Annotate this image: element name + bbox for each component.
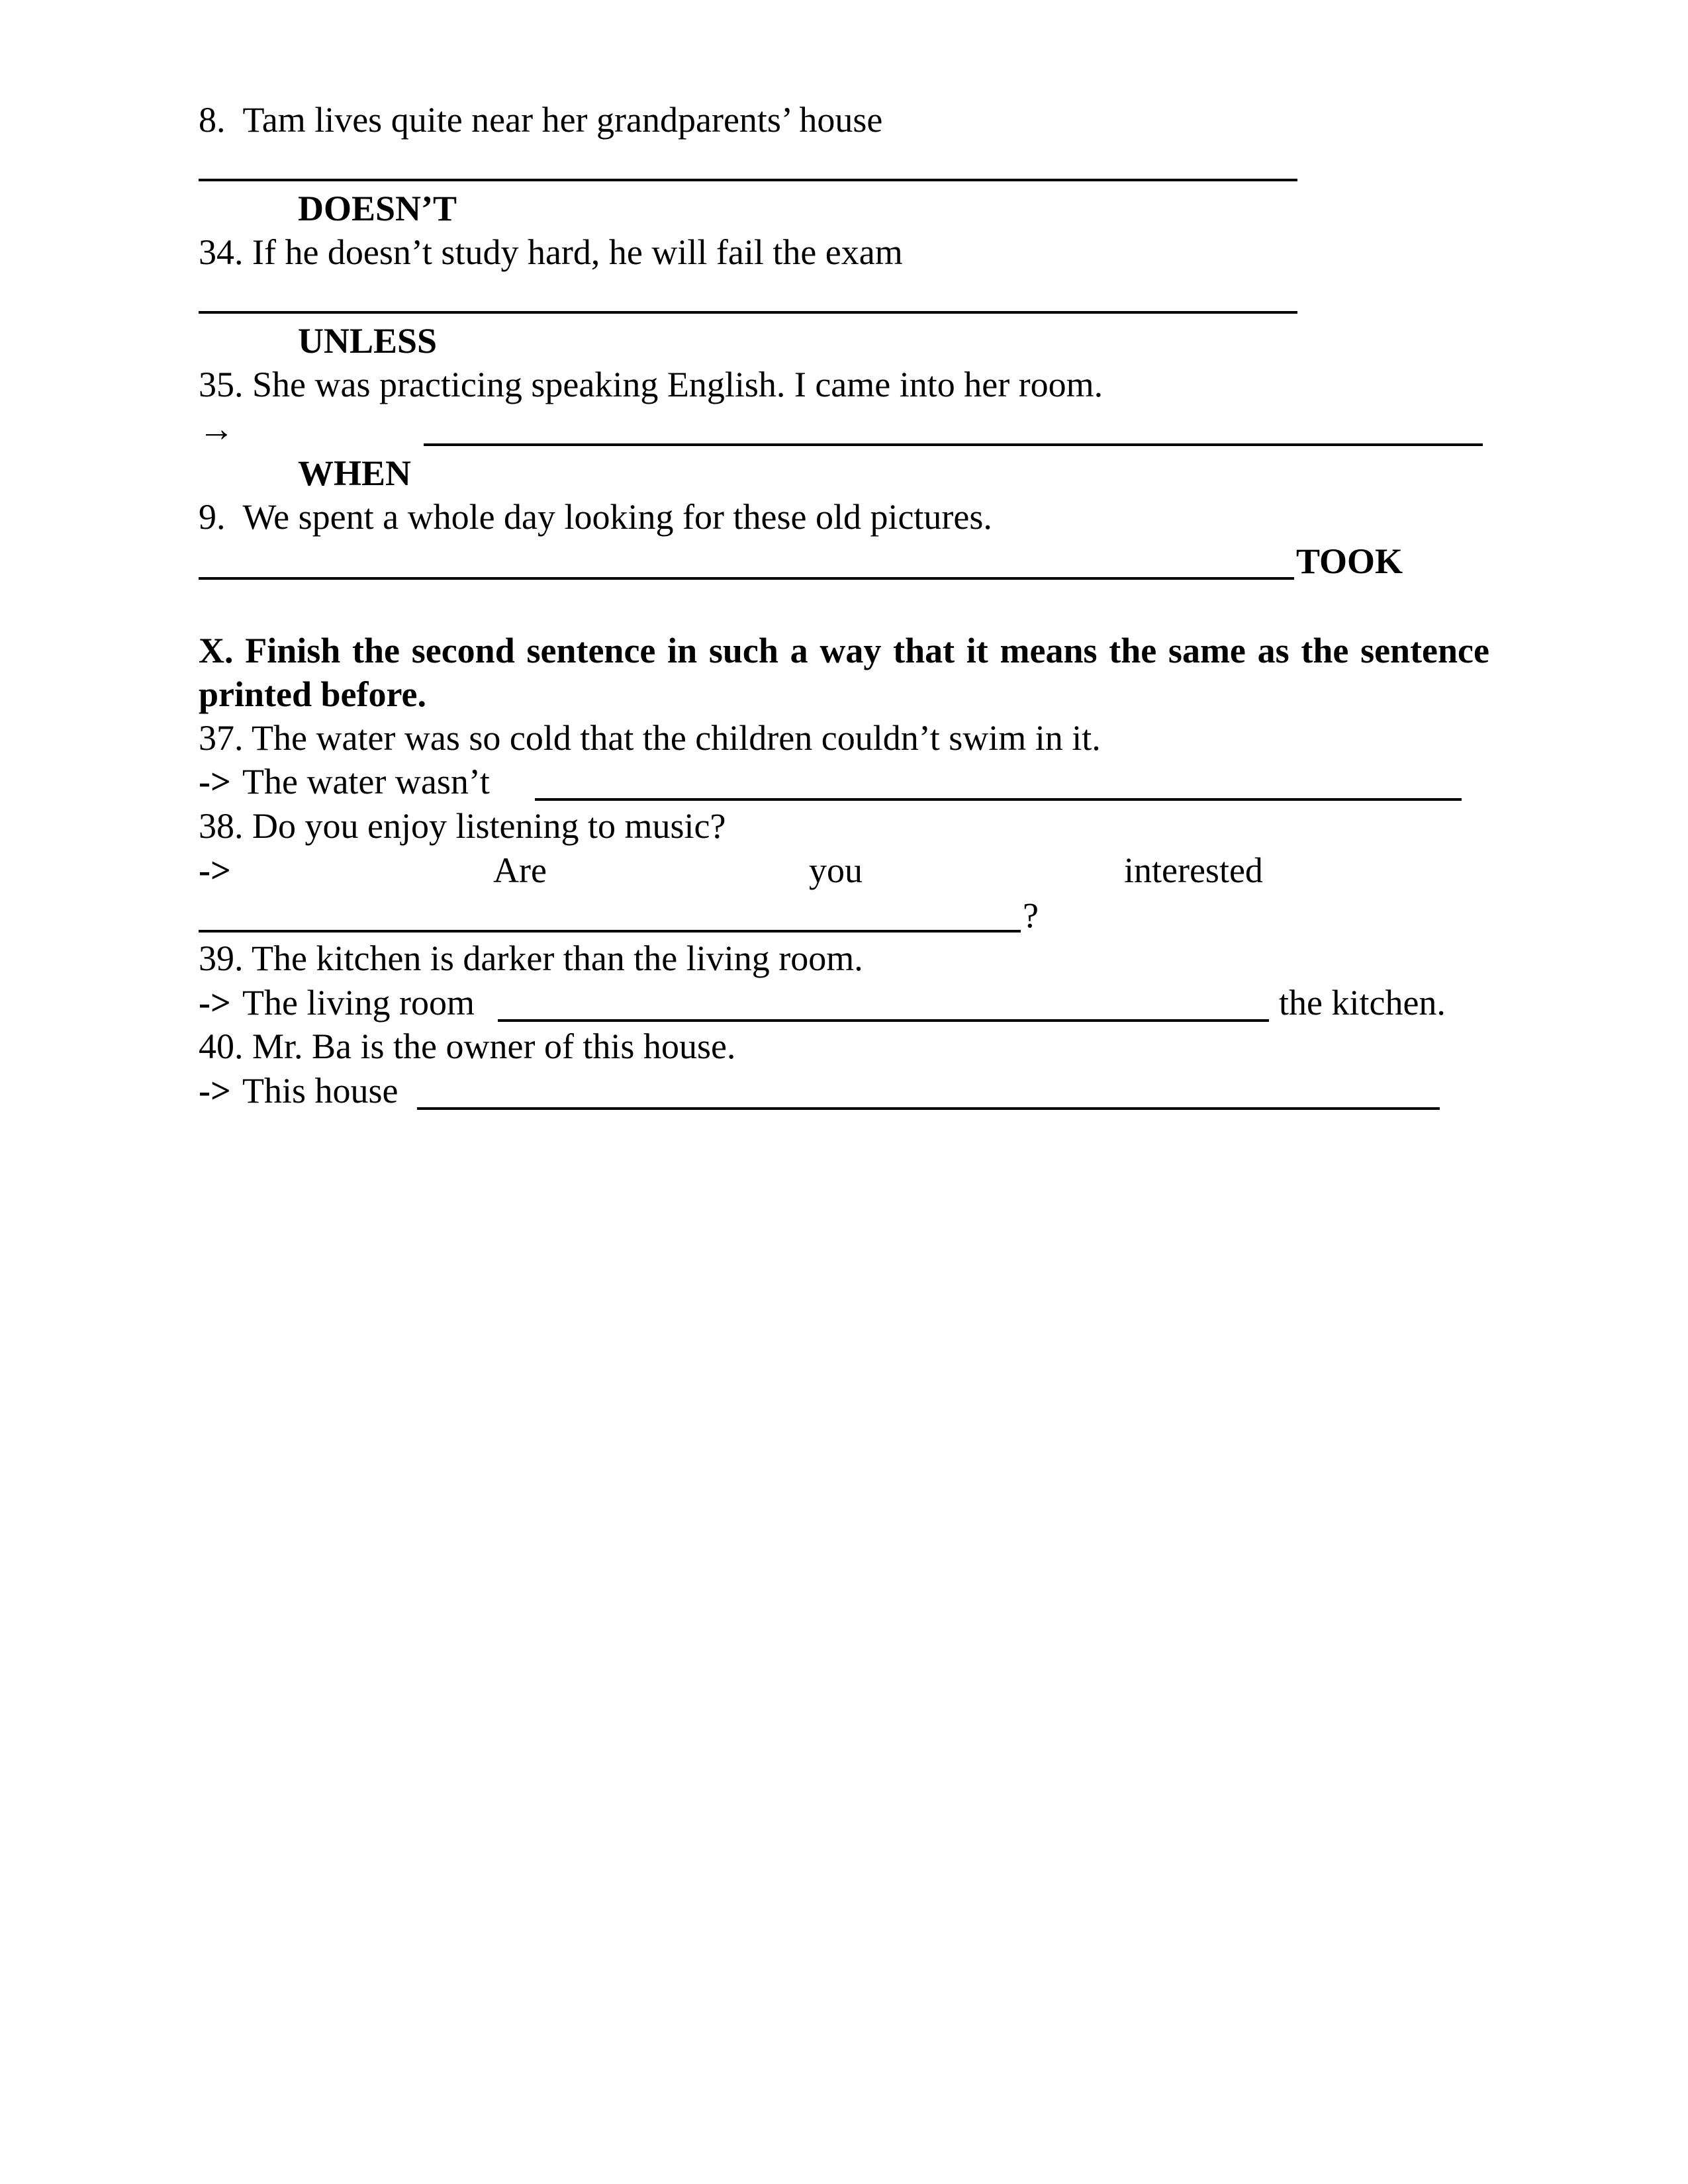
question-35: 35. She was practicing speaking English. I came into her room. xyxy=(199,365,1103,404)
question-39: 39. The kitchen is darker than the living room. xyxy=(199,938,863,978)
answer-line-9[interactable] xyxy=(199,577,1294,580)
answer-line-38[interactable] xyxy=(199,930,1021,933)
question-9: 9. We spent a whole day looking for these old pictures. xyxy=(199,497,992,537)
answer-start-39: The living room xyxy=(242,983,475,1023)
arrow-39: -> xyxy=(199,983,231,1023)
arrow-35: → xyxy=(199,409,234,449)
question-40: 40. Mr. Ba is the owner of this house. xyxy=(199,1026,736,1066)
question-8: 8. Tam lives quite near her grandparents’ house xyxy=(199,100,883,140)
answer-start-40: This house xyxy=(242,1071,399,1111)
keyword-when: WHEN xyxy=(298,453,412,493)
answer-line-37[interactable] xyxy=(535,798,1462,801)
answer-end-39: the kitchen. xyxy=(1279,983,1446,1023)
section-x-heading: X. Finish the second sentence in such a way that it means the same as the sentence printed before. xyxy=(199,631,1489,714)
answer-line-8[interactable] xyxy=(199,179,1297,181)
answer-start-37: The water wasn’t xyxy=(242,762,490,801)
keyword-took: TOOK xyxy=(1296,541,1403,581)
answer-line-35[interactable] xyxy=(424,443,1483,446)
question-34: 34. If he doesn’t study hard, he will fail the exam xyxy=(199,232,903,272)
question-38: 38. Do you enjoy listening to music? xyxy=(199,806,726,846)
answer-line-34[interactable] xyxy=(199,311,1297,314)
answer-word-are: Are xyxy=(493,850,547,890)
keyword-unless: UNLESS xyxy=(298,321,438,361)
answer-word-interested: interested xyxy=(1124,850,1263,890)
arrow-38: -> xyxy=(199,850,231,890)
arrow-37: -> xyxy=(199,762,231,801)
question-37: 37. The water was so cold that the children couldn’t swim in it. xyxy=(199,718,1101,758)
arrow-40: -> xyxy=(199,1071,231,1111)
answer-line-40[interactable] xyxy=(417,1107,1440,1110)
question-mark-38: ? xyxy=(1023,895,1039,935)
keyword-doesnt: DOESN’T xyxy=(298,189,457,228)
answer-word-you: you xyxy=(809,850,863,890)
answer-line-39[interactable] xyxy=(498,1019,1269,1022)
